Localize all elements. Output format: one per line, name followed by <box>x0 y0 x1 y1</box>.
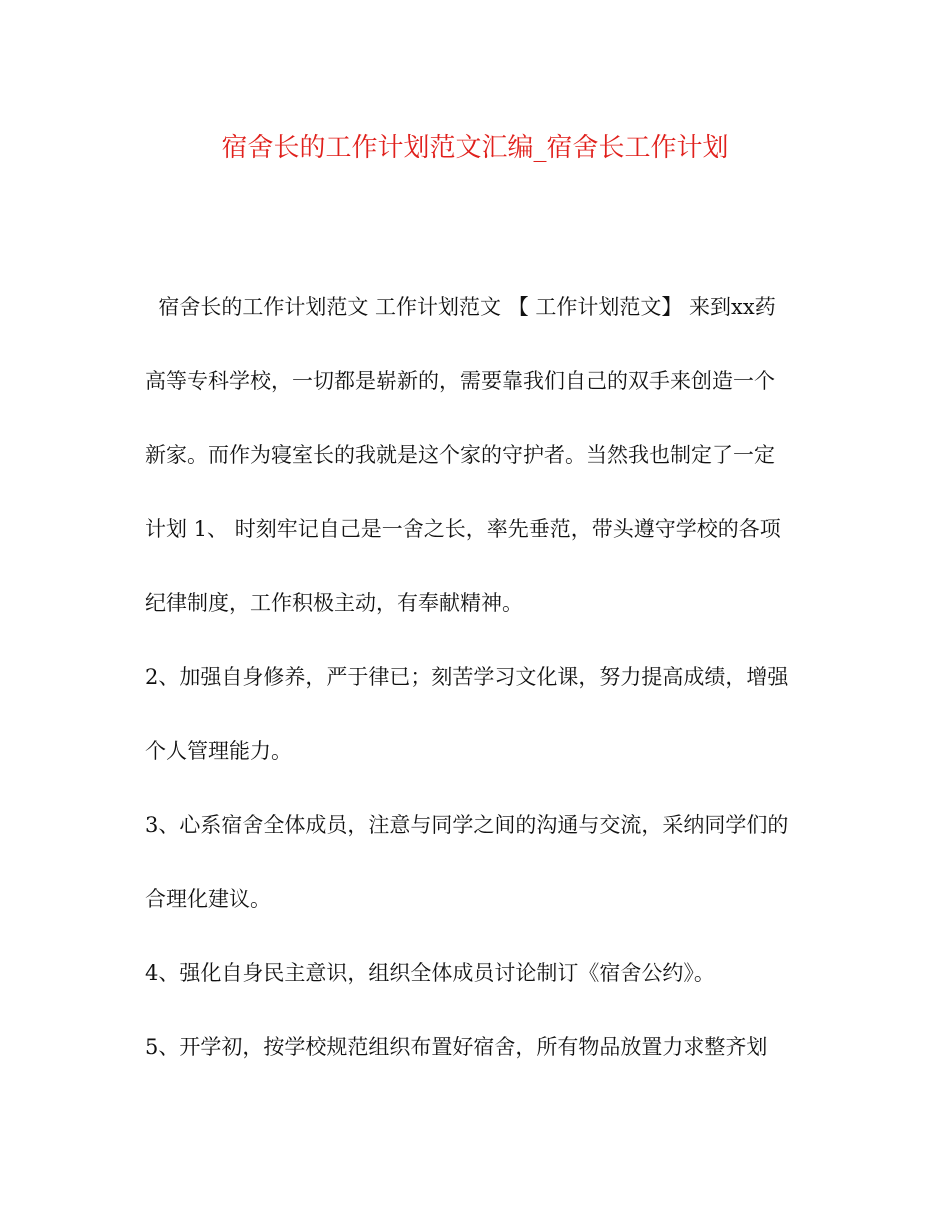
body-line: 高等专科学校，一切都是崭新的，需要靠我们自己的双手来创造一个 <box>145 369 775 393</box>
body-line: 新家。而作为寝室长的我就是这个家的守护者。当然我也制定了一定 <box>145 443 775 467</box>
body-line: 5、开学初，按学校规范组织布置好宿舍，所有物品放置力求整齐划 <box>145 1035 768 1059</box>
body-line: 合理化建议。 <box>145 887 271 911</box>
document-title: 宿舍长的工作计划范文汇编_宿舍长工作计划 <box>221 133 729 163</box>
body-line: 4、强化自身民主意识，组织全体成员讨论制订《宿舍公约》。 <box>145 961 715 985</box>
body-line: 个人管理能力。 <box>145 739 292 763</box>
body-line: 纪律制度，工作积极主动，有奉献精神。 <box>145 591 523 615</box>
body-line: 计划 1、 时刻牢记自己是一舍之长，率先垂范，带头遵守学校的各项 <box>145 517 781 541</box>
body-line: 2、加强自身修养，严于律已；刻苦学习文化课，努力提高成绩，增强 <box>145 665 789 689</box>
body-line: 3、心系宿舍全体成员，注意与同学之间的沟通与交流，采纳同学们的 <box>145 813 789 837</box>
body-line: 宿舍长的工作计划范文 工作计划范文 【 工作计划范文】 来到xx药 <box>145 295 776 319</box>
document-body <box>145 282 815 1096</box>
